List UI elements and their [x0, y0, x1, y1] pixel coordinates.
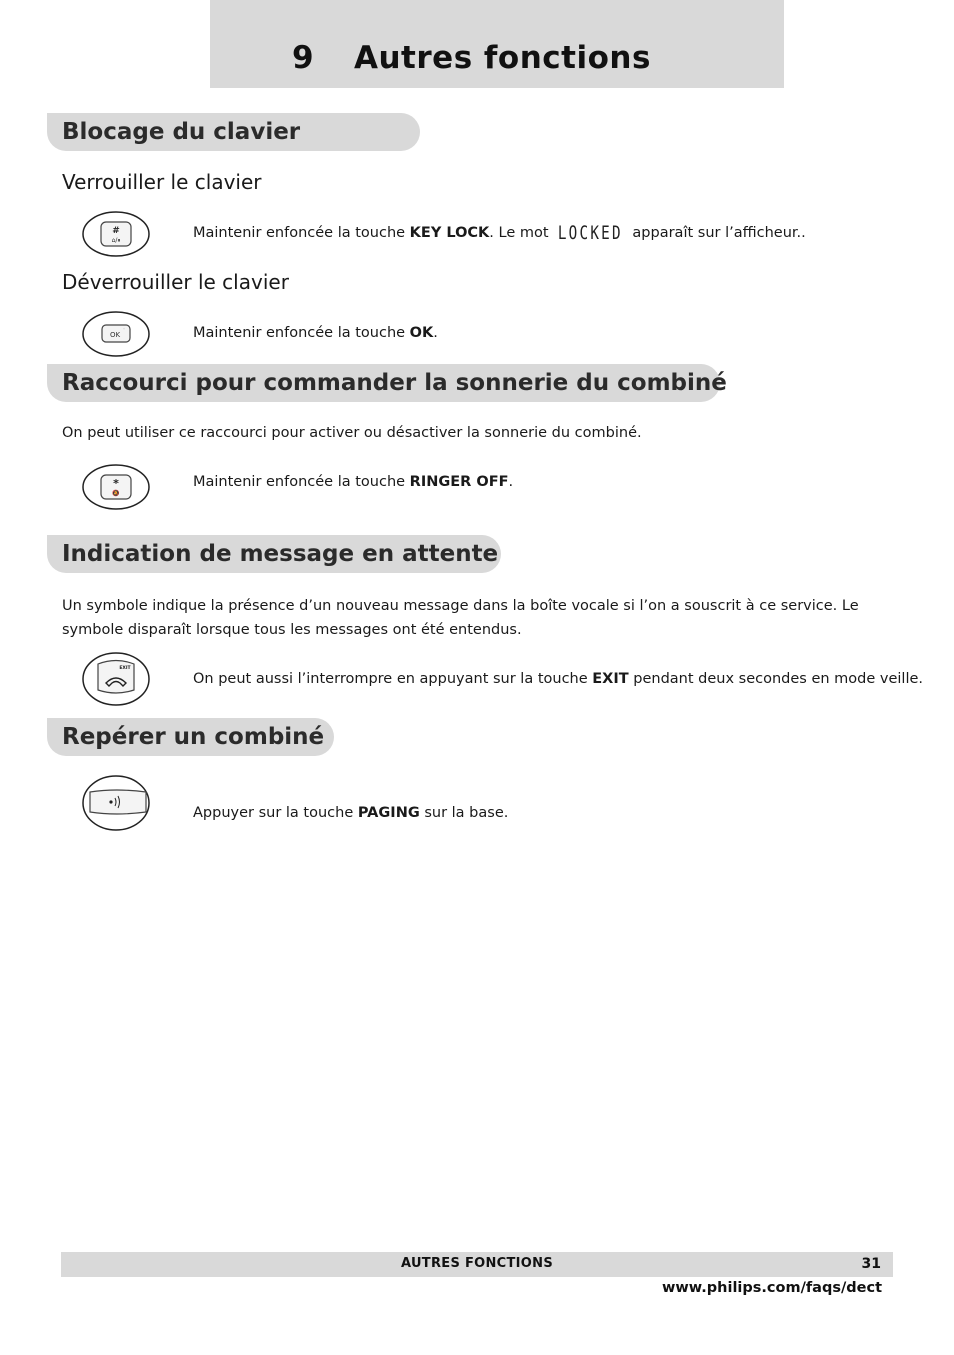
section-heading-blocage: Blocage du clavier [47, 113, 420, 151]
subheading-lock: Verrouiller le clavier [62, 170, 262, 194]
exit-icon-label: EXIT [119, 666, 131, 671]
page-number: 31 [861, 1256, 881, 1272]
ringer-intro: On peut utiliser ce raccourci pour activer ou désactiver la sonnerie du combiné. [62, 425, 642, 441]
ringer-off-key-name: RINGER OFF [409, 474, 509, 490]
footer-section-label: AUTRES FONCTIONS [400, 1256, 553, 1271]
ok-key-name: OK [409, 325, 434, 341]
keylock-key-icon [82, 211, 150, 257]
svg-text:⌂/⏸: ⌂/⏸ [111, 237, 121, 244]
exit-key-icon [82, 652, 150, 706]
footer-bar [61, 1252, 893, 1277]
footer-url[interactable]: www.philips.com/faqs/dect [662, 1280, 882, 1296]
paging-key-name: PAGING [357, 805, 420, 821]
section-heading-message: Indication de message en attente [47, 535, 501, 573]
section-heading-paging: Repérer un combiné [47, 718, 334, 756]
step-ringer-text: Maintenir enfoncée la touche RINGER OFF. [193, 474, 514, 490]
section-heading-ringer: Raccourci pour commander la sonnerie du combiné [47, 364, 720, 402]
ringer-off-key-icon [82, 464, 150, 510]
svg-text:🔕: 🔕 [112, 490, 120, 497]
svg-text:*: * [113, 477, 119, 490]
chapter-title-text: Autres fonctions [354, 40, 651, 76]
exit-key-name: EXIT [592, 671, 629, 687]
step-unlock-text: Maintenir enfoncée la touche OK. [193, 325, 438, 341]
keylock-key-name: KEY LOCK [409, 225, 490, 241]
ok-key-icon [82, 311, 150, 357]
chapter-number: 9 [292, 40, 315, 76]
svg-text:OK: OK [109, 331, 121, 339]
chapter-title [292, 40, 651, 76]
svg-text:#: # [112, 226, 120, 236]
subheading-unlock: Déverrouiller le clavier [62, 270, 289, 294]
svg-text:◦: ◦ [122, 326, 126, 331]
lcd-locked-word: LOCKED [558, 222, 623, 244]
message-intro: Un symbole indique la présence d’un nouveau message dans la boîte vocale si l’on a souscrit à ce service. Le symbole disparaît lorsque tous les messages ont été entendus. [62, 598, 859, 638]
paging-key-icon [82, 775, 150, 831]
step-exit-text: On peut aussi l’interrompre en appuyant sur la touche EXIT pendant deux secondes en mode veille. [193, 671, 924, 687]
step-paging-text: Appuyer sur la touche PAGING sur la base. [193, 805, 509, 821]
step-lock-text: Maintenir enfoncée la touche KEY LOCK. Le mot LOCKED apparaît sur l’afficheur.. [193, 222, 806, 244]
